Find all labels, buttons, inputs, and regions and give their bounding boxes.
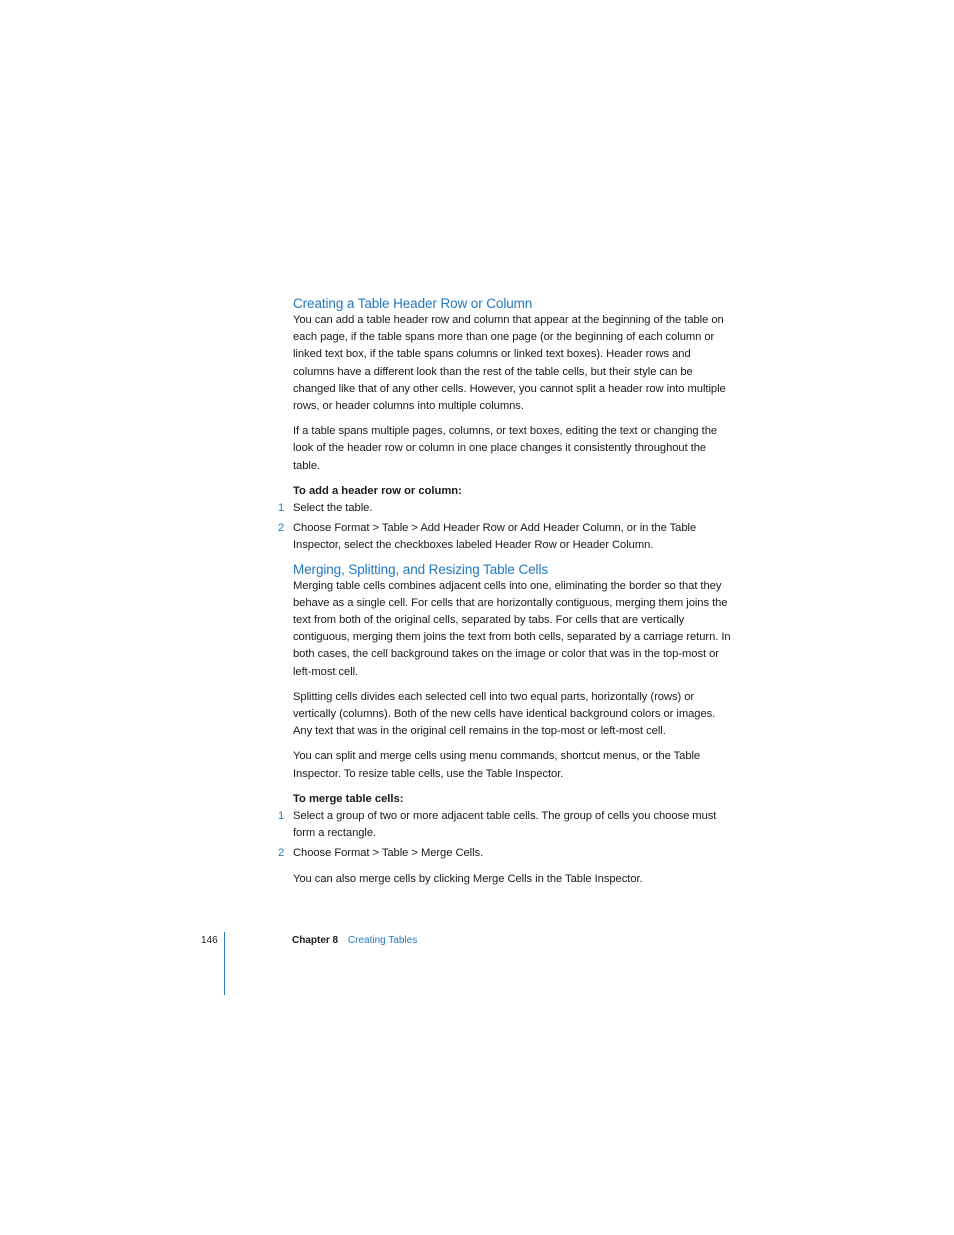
chapter-footer [292, 934, 417, 947]
step-text: Choose Format > Table > Merge Cells. [293, 847, 484, 860]
paragraph: Splitting cells divides each selected cell into two equal parts, horizontally (rows) or vertically (columns). Both of the new cells have identical background colors or images. Any text that was in the original cell remains in the top-most or left-most cell. [293, 690, 716, 738]
section-heading: Merging, Splitting, and Resizing Table Cells [293, 561, 548, 577]
step-number: 1 [278, 502, 285, 515]
step-number: 2 [278, 522, 285, 535]
task-lead: To add a header row or column: [293, 484, 462, 497]
step-list [278, 808, 733, 863]
step-item [278, 500, 733, 517]
paragraph: Merging table cells combines adjacent cells into one, eliminating the border so that they behave as a single cell. For cells that are horizontally contiguous, merging them joins the text from both of the original cells, separated by tabs. For cells that are vertically contiguous, merging them joins the text from both cells, separated by a carriage return. In both cases, the cell background takes on the image or color that was in the top-most or left-most cell. [293, 579, 731, 678]
section-header-row [278, 295, 733, 555]
step-text: Select the table. [293, 502, 373, 515]
step-text: Choose Format > Table > Add Header Row or Add Header Column, or in the Table Inspector, select the checkboxes labeled Header Row or Header Column. [293, 522, 697, 552]
chapter-title: Creating Tables [347, 935, 418, 946]
page-number: 146 [201, 935, 218, 946]
paragraph: If a table spans multiple pages, columns, or text boxes, editing the text or changing the look of the header row or column in one place changes it consistently throughout the table. [293, 425, 718, 472]
footer-divider [224, 932, 225, 995]
step-item [278, 808, 733, 842]
step-item [278, 520, 733, 554]
closing-paragraph: You can also merge cells by clicking Merge Cells in the Table Inspector. [293, 872, 643, 885]
paragraph: You can add a table header row and column that appear at the beginning of the table on each page, if the table spans more than one page (or the beginning of each column or linked text box, if the table spans columns or linked text boxes). Header rows and columns have a different look than the rest of the table cells, but their style can be changed like that of any other cells. However, you cannot split a header row into multiple rows, or header columns into multiple columns. [293, 314, 726, 413]
step-text: Select a group of two or more adjacent table cells. The group of cells you choose must form a rectangle. [293, 810, 717, 840]
paragraph: You can split and merge cells using menu commands, shortcut menus, or the Table Inspector. To resize table cells, use the Table Inspector. [293, 750, 701, 780]
step-list [278, 500, 733, 555]
section-heading: Creating a Table Header Row or Column [293, 296, 533, 311]
section-merging-cells [278, 561, 733, 888]
step-number: 1 [278, 810, 285, 823]
main-content [278, 295, 733, 896]
task-lead: To merge table cells: [293, 792, 404, 805]
step-number: 2 [278, 847, 285, 860]
step-item [278, 845, 733, 862]
chapter-label: Chapter 8 [292, 935, 339, 946]
